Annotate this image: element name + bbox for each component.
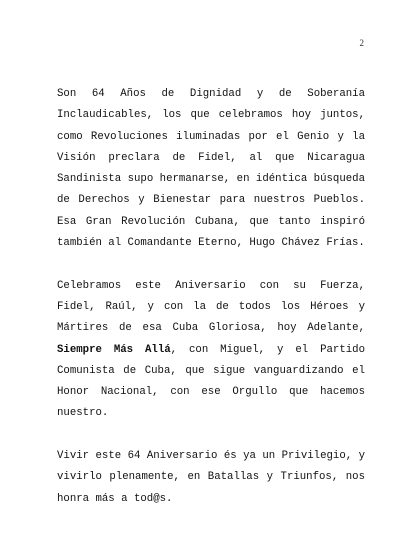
paragraph-2-emphasis: Siempre Más Allá	[57, 343, 171, 356]
paragraph-2	[57, 276, 365, 425]
letter-body	[57, 84, 365, 510]
page-number: 2	[359, 38, 364, 48]
paragraph-1: Son 64 Años de Dignidad y de Soberanía Inclaudicables, los que celebramos hoy juntos, como Revoluciones iluminadas por el Genio y la Visión preclara de Fidel, al que Nicaragua Sandinista supo hermanarse, en idéntica búsqueda de Derechos y Bienestar para nuestros Pueblos. Esa Gran Revolución Cubana, que tanto inspiró también al Comandante Eterno, Hugo Chávez Frías.	[57, 88, 365, 250]
paragraph-2-text-start: Celebramos este Aniversario con su Fuerza, Fidel, Raúl, y con la de todos los Héroes y Mártires de esa Cuba Gloriosa, hoy Adelante,	[57, 279, 365, 335]
paragraph-3: Vivir este 64 Aniversario és ya un Privilegio, y vivirlo plenamente, en Batallas y Triunfos, nos honra más a tod@s.	[57, 450, 365, 505]
paragraph-2-text-end: , con Miguel, y el Partido Comunista de Cuba, que sigue vanguardizando el Honor Nacional, con ese Orgullo que hacemos nuestro.	[57, 343, 365, 420]
